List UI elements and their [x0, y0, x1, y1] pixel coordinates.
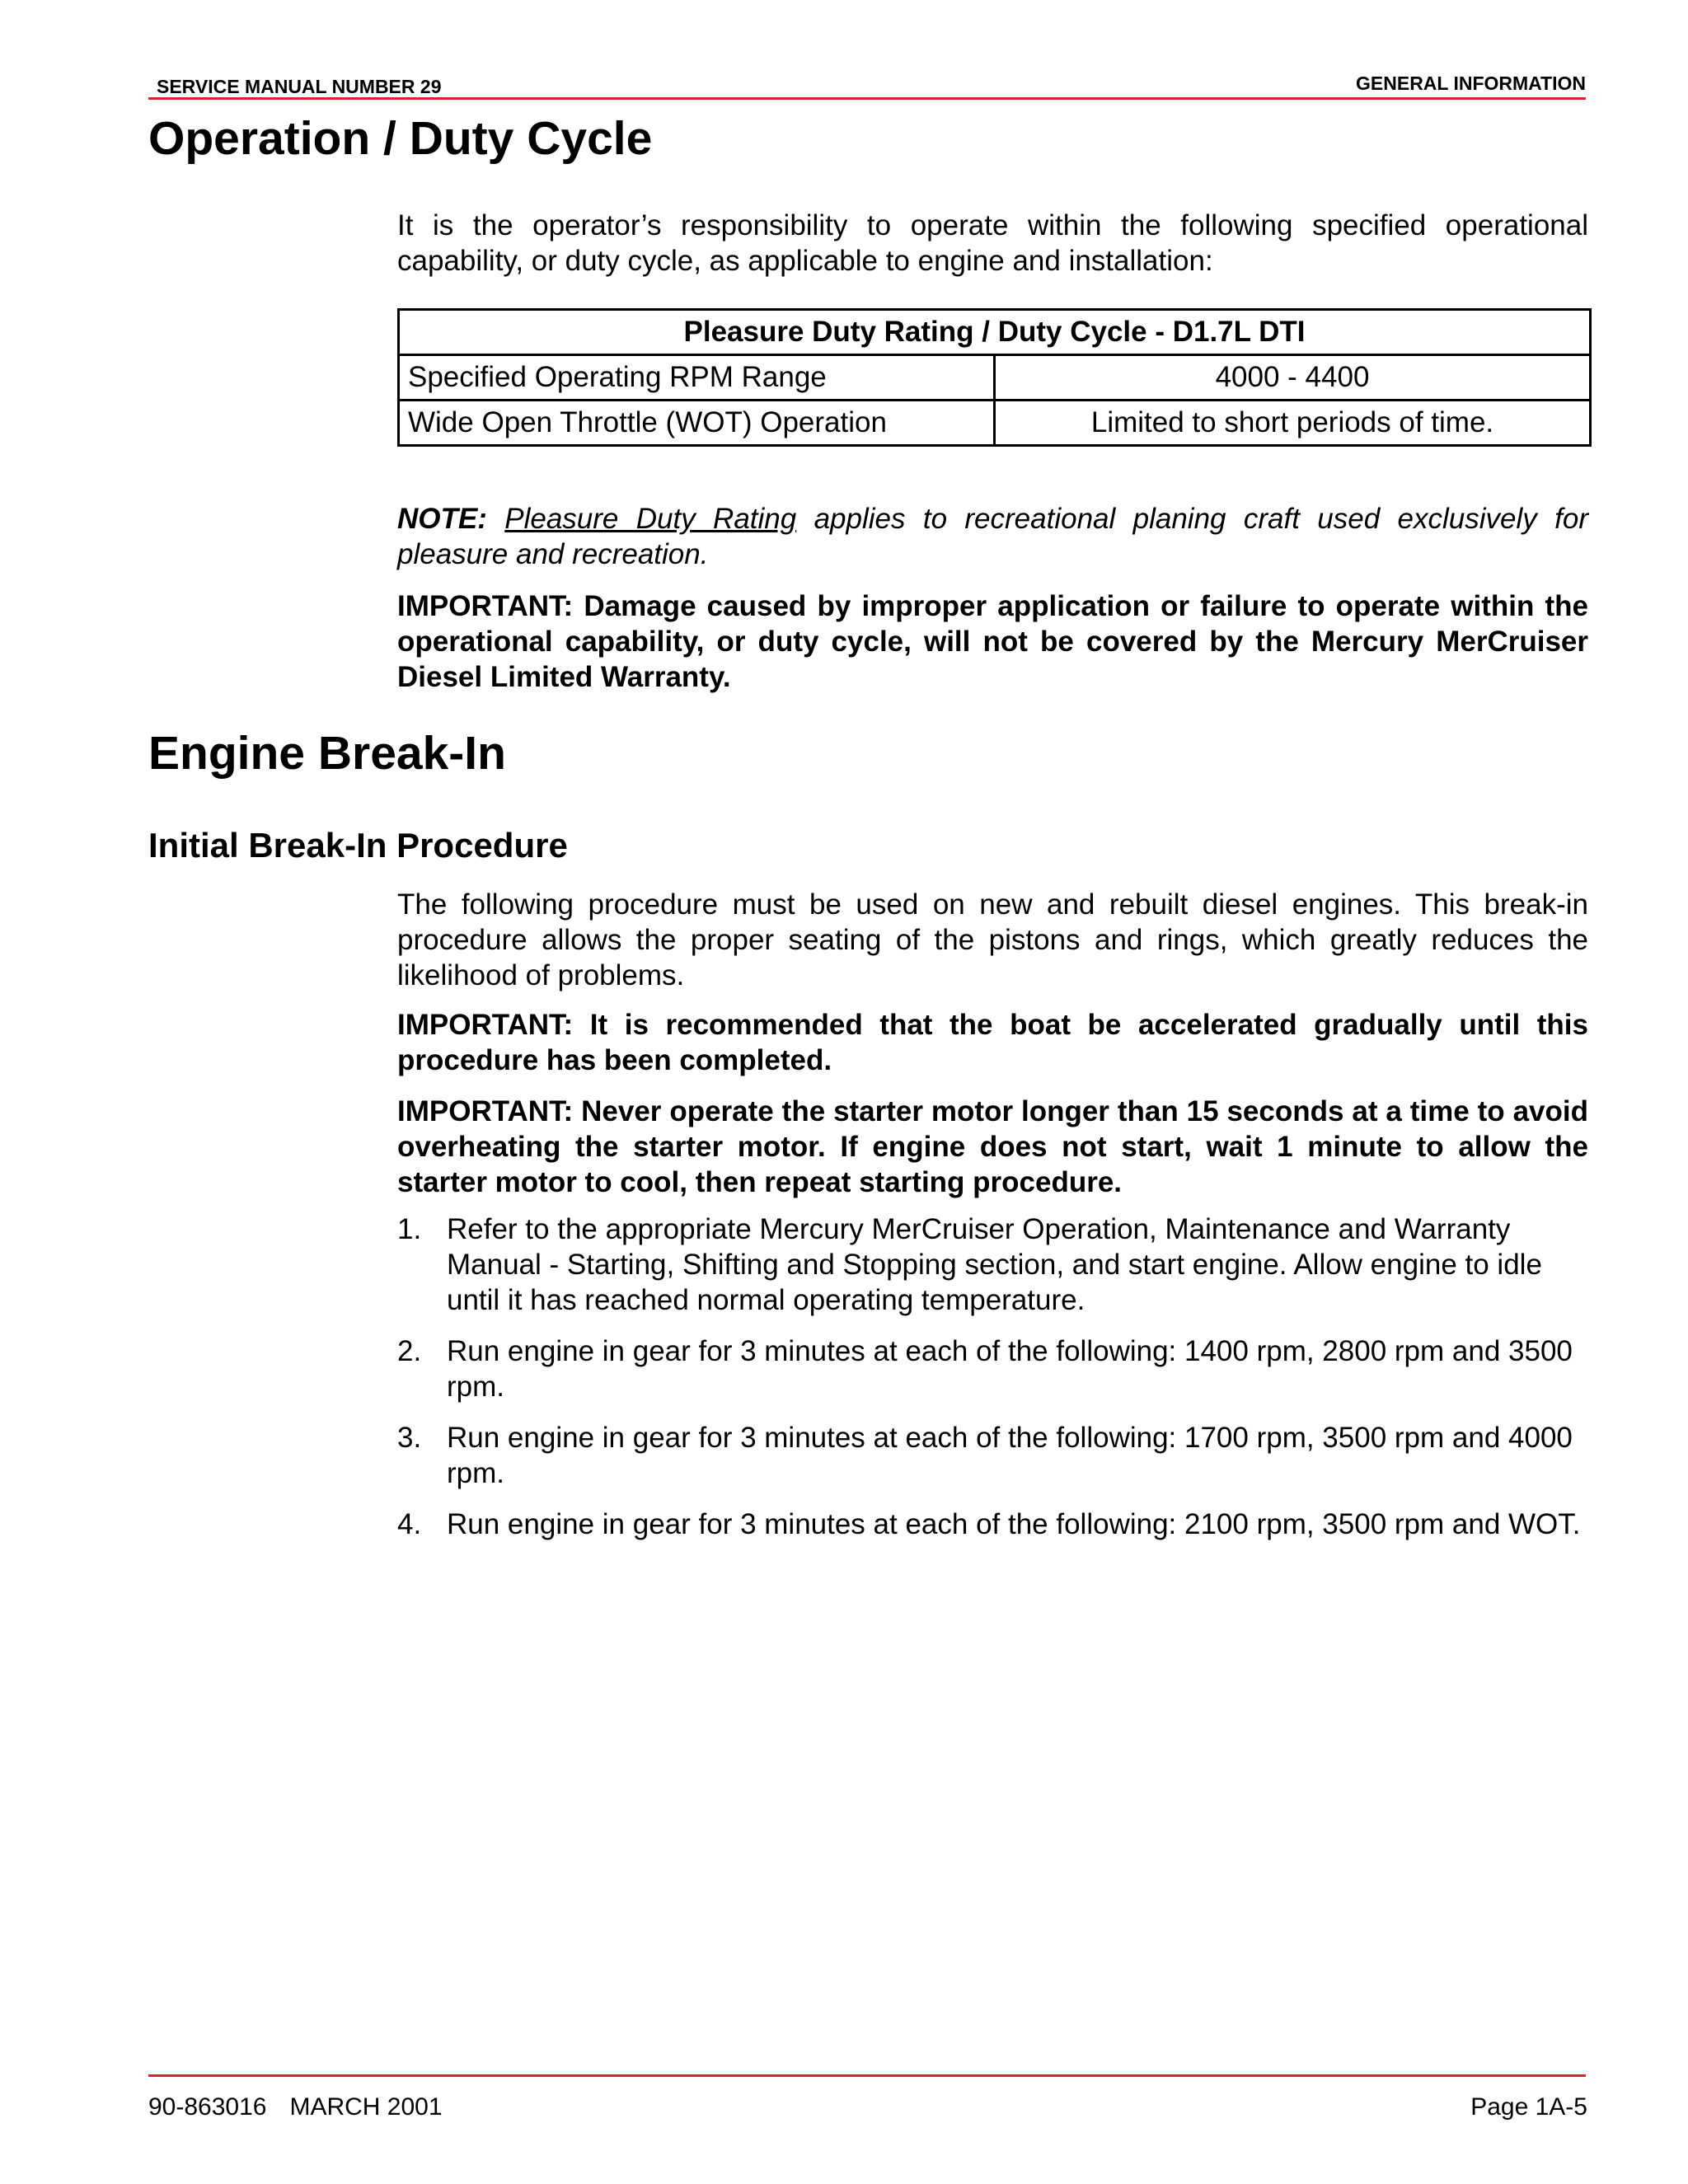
- note-text: applies to recreational planing craft used exclusively for pleasure and recreation.: [397, 503, 1588, 570]
- header-divider: [148, 97, 1586, 100]
- duty-cycle-table: [397, 308, 1592, 447]
- table-row: [399, 401, 1591, 446]
- footer-page-number: Page 1A-5: [1470, 2093, 1587, 2121]
- table-cell-param: Wide Open Throttle (WOT) Operation: [399, 401, 995, 446]
- header-section-name: GENERAL INFORMATION: [1356, 73, 1586, 94]
- footer-part-number: 90-863016: [148, 2093, 267, 2121]
- operation-intro: It is the operator’s responsibility to operate within the following specified operational capability, or duty cycle, as applicable to engine and installation:: [397, 209, 1588, 277]
- footer-date: MARCH 2001: [289, 2093, 443, 2121]
- step-number: 2.: [397, 1335, 422, 1367]
- step-text: Refer to the appropriate Mercury MerCruiser Operation, Maintenance and Warranty Manual - Starting, Shifting and Stopping section, and start engine. Allow engine to idle until it has reached normal operating temperature.: [447, 1213, 1542, 1316]
- section-title-operation: Operation / Duty Cycle: [148, 112, 653, 165]
- list-item: [397, 1420, 1588, 1491]
- list-item: [397, 1507, 1588, 1542]
- footer-divider: [148, 2074, 1586, 2077]
- break-in-steps-list: [397, 1212, 1588, 1558]
- step-text: Run engine in gear for 3 minutes at each of the following: 2100 rpm, 3500 rpm and WOT.: [447, 1508, 1581, 1540]
- list-item: [397, 1333, 1588, 1404]
- step-text: Run engine in gear for 3 minutes at each of the following: 1700 rpm, 3500 rpm and 4000 rpm.: [447, 1422, 1573, 1489]
- footer-document-info: [148, 2093, 443, 2121]
- important-acceleration: IMPORTANT: It is recommended that the boat be accelerated gradually until this procedure has been completed.: [397, 1009, 1588, 1076]
- step-number: 4.: [397, 1508, 422, 1540]
- list-item: [397, 1212, 1588, 1318]
- note-label: NOTE:: [397, 503, 487, 535]
- section-title-break-in: Engine Break-In: [148, 727, 506, 780]
- table-row: [399, 355, 1591, 401]
- table-cell-param: Specified Operating RPM Range: [399, 355, 995, 401]
- step-number: 1.: [397, 1213, 422, 1245]
- step-number: 3.: [397, 1422, 422, 1454]
- break-in-intro: The following procedure must be used on new and rebuilt diesel engines. This break-in procedure allows the proper seating of the pistons and rings, which greatly reduces the likelihood of problems.: [397, 888, 1588, 991]
- table-cell-value: Limited to short periods of time.: [995, 401, 1591, 446]
- important-warranty: IMPORTANT: Damage caused by improper application or failure to operate within the operational capability, or duty cycle, will not be covered by the Mercury MerCruiser Diesel Limited Warranty.: [397, 590, 1588, 693]
- step-text: Run engine in gear for 3 minutes at each of the following: 1400 rpm, 2800 rpm and 3500 rpm.: [447, 1335, 1573, 1403]
- subsection-title-initial-break-in: Initial Break-In Procedure: [148, 826, 568, 865]
- table-title: Pleasure Duty Rating / Duty Cycle - D1.7L DTI: [399, 310, 1591, 355]
- important-starter-motor: IMPORTANT: Never operate the starter motor longer than 15 seconds at a time to avoid overheating the starter motor. If engine does not start, wait 1 minute to allow the starter motor to cool, then repeat starting procedure.: [397, 1095, 1588, 1198]
- note-term: Pleasure Duty Rating: [504, 503, 797, 535]
- note-paragraph: [397, 501, 1588, 572]
- table-cell-value: 4000 - 4400: [995, 355, 1591, 401]
- header-manual-number: SERVICE MANUAL NUMBER 29: [157, 76, 442, 97]
